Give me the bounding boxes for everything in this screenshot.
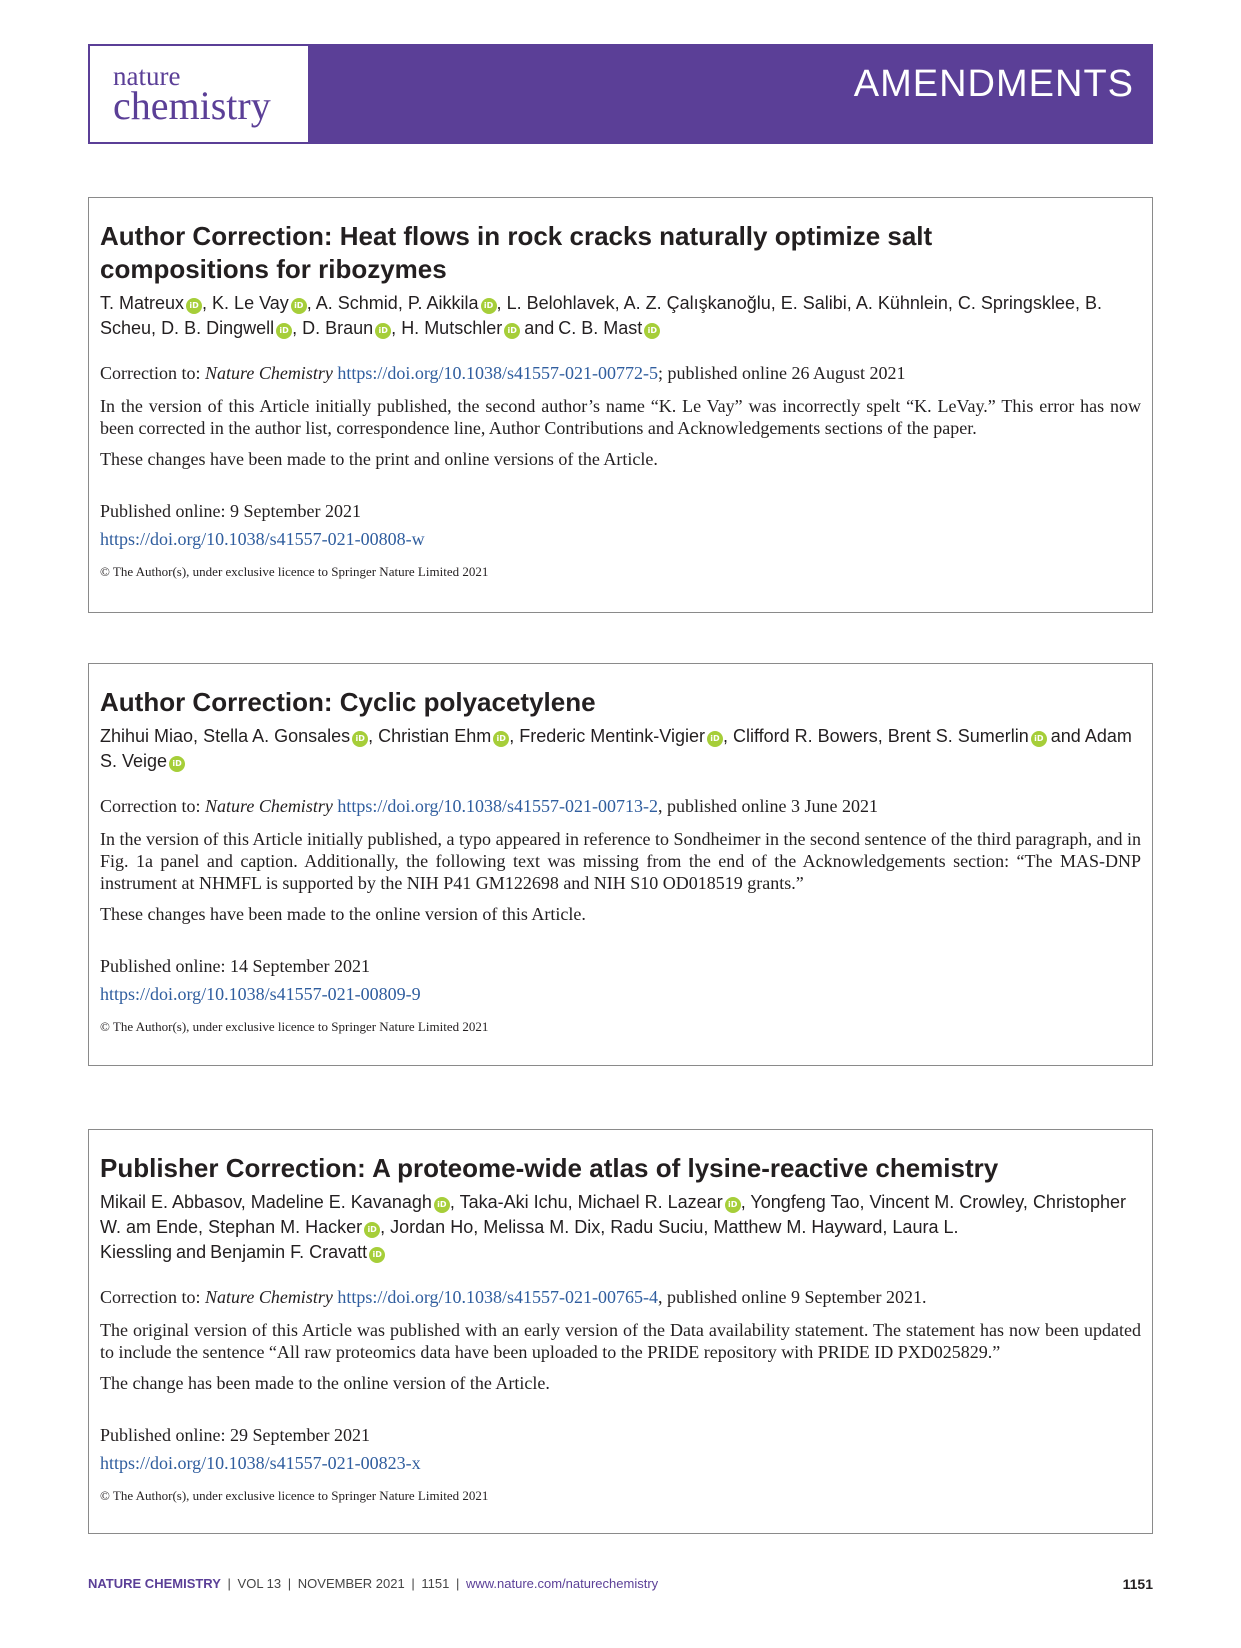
orcid-icon[interactable]: iD <box>369 1247 385 1263</box>
author-name: Michael R. Lazear <box>577 1192 723 1212</box>
original-doi-link[interactable]: https://doi.org/10.1038/s41557-021-00713-2 <box>337 796 658 816</box>
orcid-icon[interactable]: iD <box>169 756 185 772</box>
logo-word-nature: nature <box>113 61 181 91</box>
published-date: Published online: 29 September 2021 <box>100 1425 370 1445</box>
author-name: A. Z. Çalışkanoğlu <box>623 293 771 313</box>
correction-notice <box>88 663 1153 1066</box>
orcid-icon[interactable]: iD <box>504 323 520 339</box>
author-separator: , <box>722 726 733 746</box>
orcid-icon[interactable]: iD <box>276 323 292 339</box>
journal-header <box>88 44 1153 144</box>
author-name: T. Matreux <box>100 293 185 313</box>
journal-name: Nature Chemistry <box>204 1287 333 1307</box>
author-name: H. Mutschler <box>401 318 503 338</box>
author-separator: , <box>391 318 402 338</box>
author-separator: , <box>198 1217 209 1237</box>
author-name: C. B. Mast <box>558 318 643 338</box>
author-name: B. Scheu <box>100 293 1102 338</box>
footer-separator: | <box>411 1576 415 1591</box>
published-date: Published online: 9 September 2021 <box>100 501 361 521</box>
page-number: 1151 <box>1122 1576 1153 1592</box>
author-separator: , <box>496 293 507 313</box>
author-separator: , <box>292 318 303 338</box>
author-separator: , <box>703 1217 714 1237</box>
copyright-line: © The Author(s), under exclusive licence to Springer Nature Limited 2021 <box>100 564 489 579</box>
copyright-line: © The Author(s), under exclusive licence to Springer Nature Limited 2021 <box>100 1019 489 1034</box>
author-separator: , <box>368 726 379 746</box>
author-separator: , <box>473 1217 484 1237</box>
journal-logo[interactable] <box>90 46 308 142</box>
orcid-icon[interactable]: iD <box>1031 731 1047 747</box>
footer-separator: | <box>287 1576 292 1591</box>
author-separator: , <box>882 1217 893 1237</box>
orcid-icon[interactable]: iD <box>186 298 202 314</box>
page-footer <box>88 1575 658 1593</box>
correction-body: In the version of this Article initially published, the second author’s name “K. Le Vay” was incorrectly spelt “K. LeVay.” This error has now been corrected in the author list, correspondence line, Author Contributions and Acknowledgements sections of the paper. <box>100 396 1141 438</box>
correction-notice <box>88 1129 1153 1534</box>
author-separator: , <box>846 293 856 313</box>
orcid-icon[interactable]: iD <box>352 731 368 747</box>
author-separator: , <box>614 293 624 313</box>
author-name: Benjamin F. Cravatt <box>210 1242 368 1262</box>
correction-body: In the version of this Article initially published, a typo appeared in reference to Sondheimer in the second sentence of the third paragraph, and in Fig. 1a panel and caption. Additionally, the following text was missing from the end of the Acknowledgements section: “The MAS-DNP instrument at NHMFL is supported by the NIH P41 GM122698 and NIH S10 OD018519 grants.” <box>100 829 1141 893</box>
author-name: C. Springsklee <box>957 293 1075 313</box>
notice-doi-link[interactable]: https://doi.org/10.1038/s41557-021-00823-x <box>100 1453 421 1473</box>
section-label: AMENDMENTS <box>853 63 1134 105</box>
author-separator: , <box>877 726 888 746</box>
orcid-icon[interactable]: iD <box>291 298 307 314</box>
footer-journal: NATURE CHEMISTRY <box>88 1576 221 1591</box>
notice-doi-link[interactable]: https://doi.org/10.1038/s41557-021-00809-9 <box>100 984 421 1004</box>
author-name: D. Braun <box>302 318 374 338</box>
author-name: Adam S. Veige <box>100 726 1132 771</box>
author-list <box>100 291 1141 341</box>
correction-body: The original version of this Article was published with an early version of the Data availability statement. The statement has now been updated to include the sentence “All raw proteomics data have been uploaded to the PRIDE repository with PRIDE ID PXD025829.” <box>100 1320 1141 1362</box>
correction-prefix: Correction to: <box>100 1287 205 1307</box>
author-separator: , <box>202 293 213 313</box>
notice-doi-link[interactable]: https://doi.org/10.1038/s41557-021-00808-w <box>100 529 425 549</box>
footer-separator: | <box>455 1576 460 1591</box>
author-separator: , <box>509 726 520 746</box>
author-separator: , <box>859 1192 870 1212</box>
author-name: A. Kühnlein <box>855 293 948 313</box>
footer-page-ref: 1151 <box>421 1576 450 1591</box>
author-name: Stephan M. Hacker <box>208 1217 363 1237</box>
orcid-icon[interactable]: iD <box>644 323 660 339</box>
author-name: Laura L. Kiessling <box>100 1217 959 1262</box>
author-separator: , <box>151 318 162 338</box>
orcid-icon[interactable]: iD <box>375 323 391 339</box>
orcid-icon[interactable]: iD <box>434 1197 450 1213</box>
notice-title: Author Correction: Heat flows in rock cracks naturally optimize salt compositions for ribozymes <box>100 221 933 284</box>
footer-separator: | <box>227 1576 231 1591</box>
author-name: P. Aikkila <box>407 293 479 313</box>
author-name: Melissa M. Dix <box>483 1217 601 1237</box>
author-name: Christopher W. am Ende <box>100 1192 1126 1237</box>
changes-statement: These changes have been made to the print and online versions of the Article. <box>100 449 658 469</box>
author-name: Jordan Ho <box>390 1217 474 1237</box>
author-separator: , <box>193 726 204 746</box>
author-list <box>100 1190 1141 1265</box>
journal-name: Nature Chemistry <box>204 363 333 383</box>
correction-prefix: Correction to: <box>100 363 205 383</box>
correction-reference <box>100 1285 1141 1309</box>
author-name: L. Belohlavek <box>506 293 615 313</box>
author-separator: , <box>567 1192 578 1212</box>
author-name: Christian Ehm <box>378 726 492 746</box>
author-name: Vincent M. Crowley <box>869 1192 1023 1212</box>
orcid-icon[interactable]: iD <box>364 1222 380 1238</box>
author-separator: , <box>1022 1192 1033 1212</box>
author-separator: and <box>1050 726 1081 746</box>
orcid-icon[interactable]: iD <box>725 1197 741 1213</box>
author-separator: , <box>947 293 958 313</box>
original-published: , published online 3 June 2021 <box>657 796 878 816</box>
notice-title: Publisher Correction: A proteome-wide atlas of lysine-reactive chemistry <box>100 1153 999 1183</box>
author-separator: , <box>380 1217 391 1237</box>
changes-statement: These changes have been made to the online version of this Article. <box>100 904 586 924</box>
original-doi-link[interactable]: https://doi.org/10.1038/s41557-021-00772-5 <box>337 363 658 383</box>
copyright-line: © The Author(s), under exclusive licence to Springer Nature Limited 2021 <box>100 1488 489 1503</box>
author-name: D. B. Dingwell <box>161 318 275 338</box>
author-name: Mikail E. Abbasov <box>100 1192 241 1212</box>
correction-prefix: Correction to: <box>100 796 205 816</box>
author-name: Radu Suciu <box>610 1217 704 1237</box>
correction-reference <box>100 794 1141 818</box>
author-name: Zhihui Miao <box>100 726 194 746</box>
author-name: Stella A. Gonsales <box>203 726 351 746</box>
published-date: Published online: 14 September 2021 <box>100 956 370 976</box>
correction-reference <box>100 361 1141 385</box>
logo-word-chemistry: chemistry <box>113 83 271 128</box>
changes-statement: The change has been made to the online version of the Article. <box>100 1373 550 1393</box>
orcid-icon[interactable]: iD <box>493 731 509 747</box>
author-separator: and <box>176 1242 207 1262</box>
author-name: Madeline E. Kavanagh <box>250 1192 432 1212</box>
author-separator: , <box>1074 293 1085 313</box>
author-separator: , <box>306 293 316 313</box>
author-name: A. Schmid <box>315 293 398 313</box>
author-name: Yongfeng Tao <box>750 1192 860 1212</box>
author-name: Matthew M. Hayward <box>713 1217 883 1237</box>
notice-title: Author Correction: Cyclic polyacetylene <box>100 687 596 717</box>
author-name: Frederic Mentink-Vigier <box>519 726 705 746</box>
author-separator: , <box>740 1192 751 1212</box>
orcid-icon[interactable]: iD <box>481 298 497 314</box>
author-name: E. Salibi <box>780 293 847 313</box>
author-name: Brent S. Sumerlin <box>887 726 1029 746</box>
author-name: Clifford R. Bowers <box>732 726 878 746</box>
author-separator: , <box>449 1192 460 1212</box>
author-separator: , <box>770 293 781 313</box>
author-separator: and <box>524 318 555 338</box>
author-name: Taka-Aki Ichu <box>459 1192 568 1212</box>
original-published: ; published online 26 August 2021 <box>657 363 906 383</box>
original-doi-link[interactable]: https://doi.org/10.1038/s41557-021-00765-4 <box>337 1287 658 1307</box>
author-separator: , <box>600 1217 611 1237</box>
footer-url-link[interactable]: www.nature.com/naturechemistry <box>465 1576 659 1591</box>
correction-notice <box>88 197 1153 613</box>
footer-issue: NOVEMBER 2021 <box>297 1576 405 1591</box>
journal-name: Nature Chemistry <box>204 796 333 816</box>
original-published: , published online 9 September 2021. <box>657 1287 927 1307</box>
orcid-icon[interactable]: iD <box>707 731 723 747</box>
author-separator: , <box>397 293 408 313</box>
author-name: K. Le Vay <box>212 293 289 313</box>
footer-volume: VOL 13 <box>237 1576 282 1591</box>
author-separator: , <box>240 1192 251 1212</box>
author-list <box>100 724 1141 774</box>
